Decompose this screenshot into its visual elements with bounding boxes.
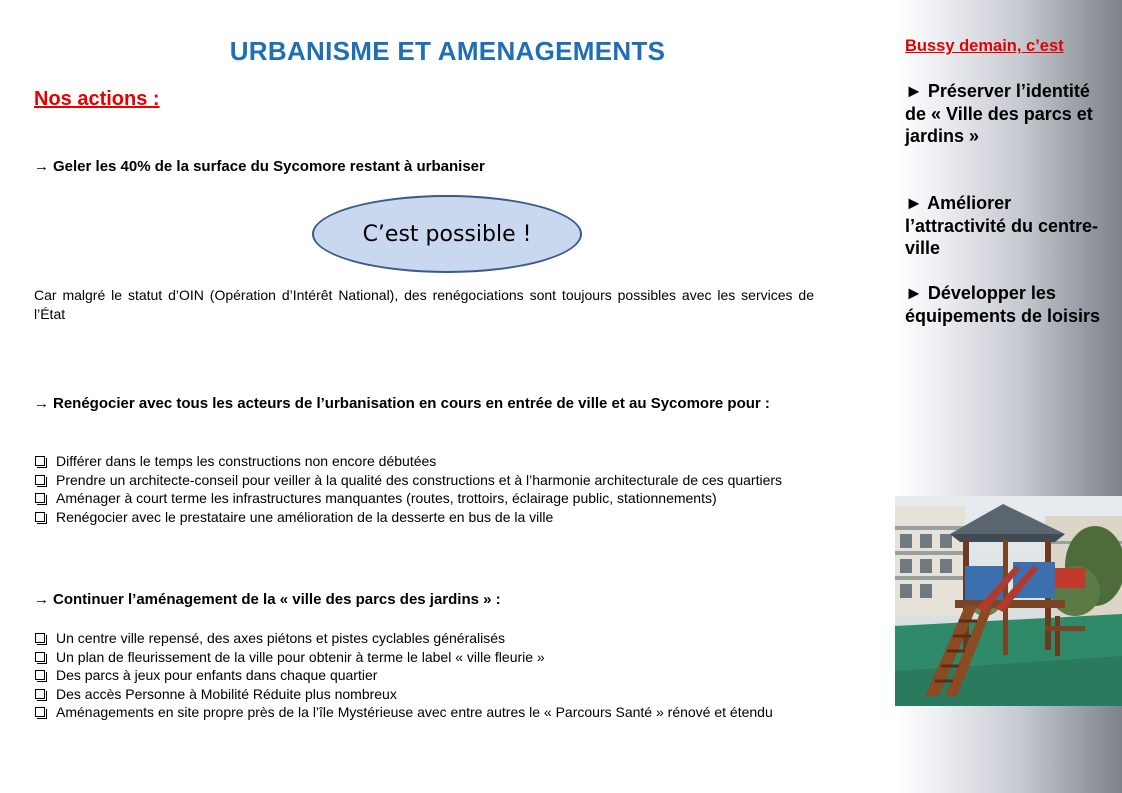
sidebar-item-attractiveness: ► Améliorer l’attractivité du centre-ville — [905, 193, 1099, 258]
list-item: Aménager à court terme les infrastructures manquantes (routes, trottoirs, éclairage public, stationnements) — [34, 489, 824, 508]
action-3 — [34, 590, 501, 609]
checkbox-icon — [35, 670, 45, 680]
sidebar-title: Bussy demain, c’est — [905, 37, 1064, 55]
list-item: Un centre ville repensé, des axes piétons et pistes cyclables généralisés — [34, 629, 824, 648]
list-item: Différer dans le temps les constructions non encore débutées — [34, 452, 824, 471]
playground-image — [895, 496, 1122, 706]
action-2 — [34, 394, 814, 413]
list-parks — [34, 629, 824, 722]
action-1 — [34, 157, 485, 176]
section-subtitle: Nos actions : — [34, 88, 160, 110]
arrow-icon: → — [34, 591, 49, 608]
checkbox-icon — [35, 689, 45, 699]
list-item: Aménagements en site propre près de la l’île Mystérieuse avec entre autres le « Parcours Santé » rénové et étendu — [34, 703, 824, 722]
page-title: URBANISME ET AMENAGEMENTS — [229, 36, 666, 66]
list-item: Des parcs à jeux pour enfants dans chaque quartier — [34, 666, 824, 685]
arrow-icon: → — [34, 158, 49, 175]
list-item: Des accès Personne à Mobilité Réduite plus nombreux — [34, 685, 824, 704]
arrow-icon: → — [34, 395, 49, 412]
checkbox-icon — [35, 475, 45, 485]
checkbox-icon — [35, 493, 45, 503]
list-renegotiate — [34, 452, 824, 526]
list-item: Un plan de fleurissement de la ville pour obtenir à terme le label « ville fleurie » — [34, 648, 824, 667]
bubble-text: C’est possible ! — [362, 221, 532, 247]
checkbox-icon — [35, 456, 45, 466]
playground-photo — [895, 496, 1122, 706]
possible-bubble — [312, 195, 582, 273]
action-2-text: Renégocier avec tous les acteurs de l’urbanisation en cours en entrée de ville et au Sycomore pour : — [53, 395, 770, 412]
sidebar-item-identity: ► Préserver l’identité de « Ville des parcs et jardins » — [905, 81, 1093, 146]
checkbox-icon — [35, 652, 45, 662]
checkbox-icon — [35, 512, 45, 522]
sidebar-item-leisure: ► Développer les équipements de loisirs — [905, 283, 1101, 326]
checkbox-icon — [35, 707, 45, 717]
action-3-text: Continuer l’aménagement de la « ville des parcs des jardins » : — [53, 591, 501, 608]
action-1-text: Geler les 40% de la surface du Sycomore restant à urbaniser — [53, 158, 485, 175]
oin-paragraph: Car malgré le statut d’OIN (Opération d’Intérêt National), des renégociations sont toujours possibles avec les services de l’État — [34, 287, 814, 322]
checkbox-icon — [35, 633, 45, 643]
list-item: Renégocier avec le prestataire une amélioration de la desserte en bus de la ville — [34, 508, 824, 527]
list-item: Prendre un architecte-conseil pour veiller à la qualité des constructions et à l’harmonie architecturale de ces quartiers — [34, 471, 824, 490]
